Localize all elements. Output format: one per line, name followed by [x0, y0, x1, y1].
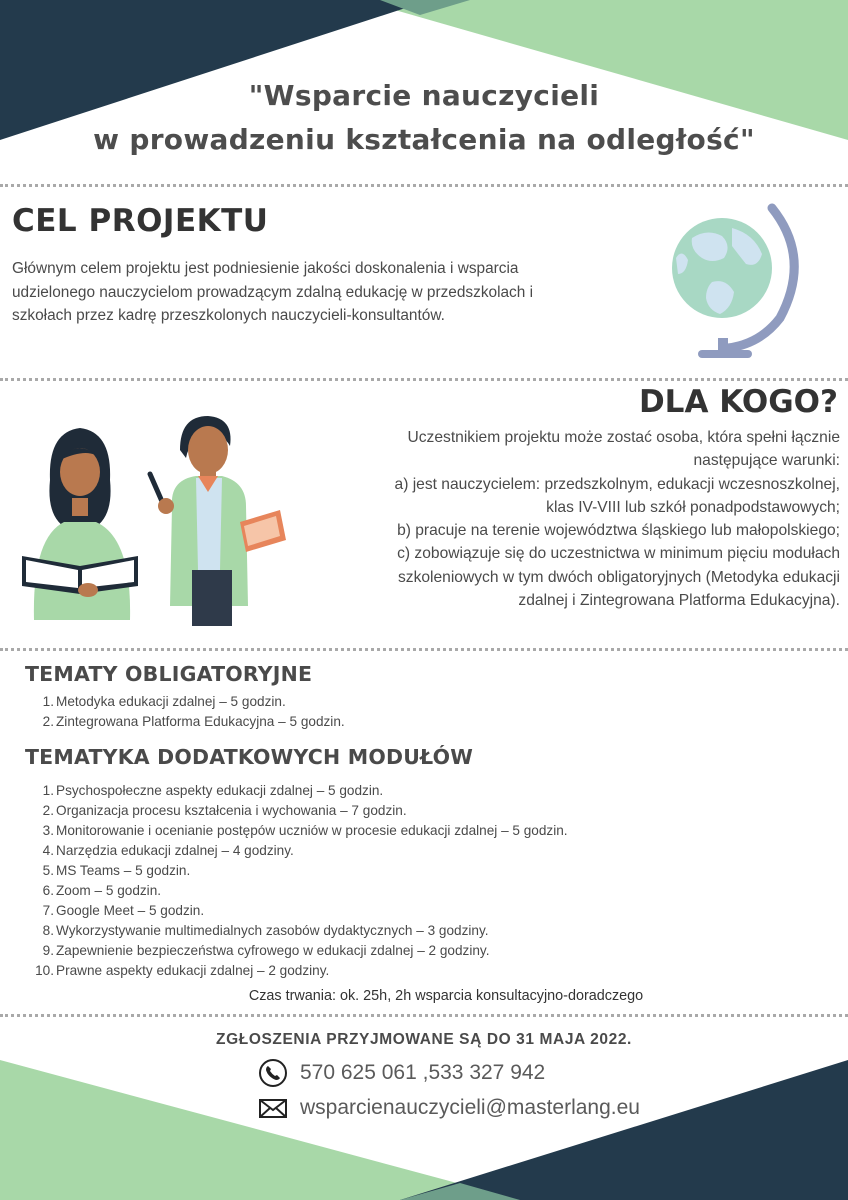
item-number: 7. [42, 903, 54, 918]
phone-number[interactable]: 570 625 061 ,533 327 942 [300, 1061, 546, 1084]
email-address[interactable]: wsparcienauczycieli@masterlang.eu [300, 1096, 640, 1119]
audience-line: Uczestnikiem projektu może zostać osoba, która spełni łącznie [407, 429, 840, 446]
audience-line: szkoleniowych w tym dwóch obligatoryjnych (Metodyka edukacji [397, 568, 840, 586]
list-item [42, 781, 568, 801]
list-item [42, 692, 345, 712]
poster-title [0, 74, 848, 162]
item-number: 10. [35, 963, 54, 978]
mandatory-list [42, 692, 345, 732]
item-number: 5. [42, 863, 54, 878]
audience-heading: DLA KOGO? [638, 384, 838, 420]
phone-icon [258, 1058, 288, 1088]
item-text: Zapewnienie bezpieczeństwa cyfrowego w edukacji zdalnej – 2 godziny. [56, 943, 490, 958]
list-item [35, 961, 568, 981]
additional-list [35, 781, 568, 981]
audience-text [320, 426, 840, 612]
item-number: 9. [42, 943, 54, 958]
title-line-2: w prowadzeniu kształcenia na odległość" [93, 123, 755, 156]
globe-icon [662, 198, 802, 362]
item-text: Wykorzystywanie multimedialnych zasobów dydaktycznych – 3 godziny. [56, 923, 489, 938]
phone-contact[interactable] [258, 1058, 545, 1088]
mandatory-heading: TEMATY OBLIGATORYJNE [25, 662, 313, 686]
item-text: Zintegrowana Platforma Edukacyjna – 5 godzin. [56, 714, 345, 729]
audience-line: następujące warunki: [693, 452, 840, 470]
divider [0, 648, 848, 651]
list-item [42, 712, 345, 732]
item-number: 6. [42, 883, 54, 898]
list-item [42, 841, 568, 861]
item-number: 1. [42, 694, 54, 709]
item-number: 3. [42, 823, 54, 838]
item-text: Metodyka edukacji zdalnej – 5 godzin. [56, 694, 286, 709]
item-number: 2. [42, 803, 54, 818]
item-text: Zoom – 5 godzin. [56, 883, 162, 898]
item-text: Organizacja procesu kształcenia i wychowania – 7 godzin. [56, 803, 407, 818]
list-item [42, 821, 568, 841]
audience-line: c) zobowiązuje się do uczestnictwa w minimum pięciu modułach [397, 545, 840, 563]
audience-line: a) jest nauczycielem: przedszkolnym, edukacji wczesnoszkolnej, [394, 475, 840, 493]
man-figure [150, 416, 286, 626]
item-number: 8. [42, 923, 54, 938]
item-text: Monitorowanie i ocenianie postępów uczniów w procesie edukacji zdalnej – 5 godzin. [56, 823, 568, 838]
divider [0, 378, 848, 381]
list-item [42, 941, 568, 961]
goal-text: Głównym celem projektu jest podniesienie jakości doskonalenia i wsparcia udzielonego nauczycielom prowadzącym zdalną edukację w przedszkolach i szkołach przez kadrę przeszkolonych nauczycieli-konsultantów. [12, 260, 533, 324]
item-text: Narzędzia edukacji zdalnej – 4 godziny. [56, 843, 294, 858]
envelope-icon [258, 1096, 288, 1120]
item-number: 4. [42, 843, 54, 858]
audience-line: b) pracuje na terenie województwa śląskiego lub małopolskiego; [397, 522, 840, 540]
item-text: MS Teams – 5 godzin. [56, 863, 191, 878]
teachers-illustration [20, 410, 300, 632]
item-number: 2. [42, 714, 54, 729]
item-number: 1. [42, 783, 54, 798]
list-item [42, 881, 568, 901]
duration-text: Czas trwania: ok. 25h, 2h wsparcia konsultacyjno-doradczego [248, 988, 644, 1004]
additional-heading: TEMATYKA DODATKOWYCH MODUŁÓW [25, 745, 474, 769]
list-item [42, 901, 568, 921]
goal-heading: CEL PROJEKTU [12, 203, 269, 239]
item-text: Google Meet – 5 godzin. [56, 903, 205, 918]
audience-line: zdalnej i Zintegrowana Platforma Edukacyjna). [518, 592, 840, 610]
list-item [42, 921, 568, 941]
email-contact[interactable] [258, 1096, 640, 1120]
deadline-text: ZGŁOSZENIA PRZYJMOWANE SĄ DO 31 MAJA 2022. [216, 1031, 632, 1048]
list-item [42, 861, 568, 881]
list-item [42, 801, 568, 821]
item-text: Prawne aspekty edukacji zdalnej – 2 godziny. [56, 963, 330, 978]
divider [0, 1014, 848, 1017]
audience-line: klas IV-VIII lub szkół ponadpodstawowych; [546, 498, 840, 516]
item-text: Psychospołeczne aspekty edukacji zdalnej – 5 godzin. [56, 783, 384, 798]
woman-figure [22, 428, 138, 620]
divider [0, 184, 848, 187]
title-line-1: "Wsparcie nauczycieli [248, 79, 600, 112]
